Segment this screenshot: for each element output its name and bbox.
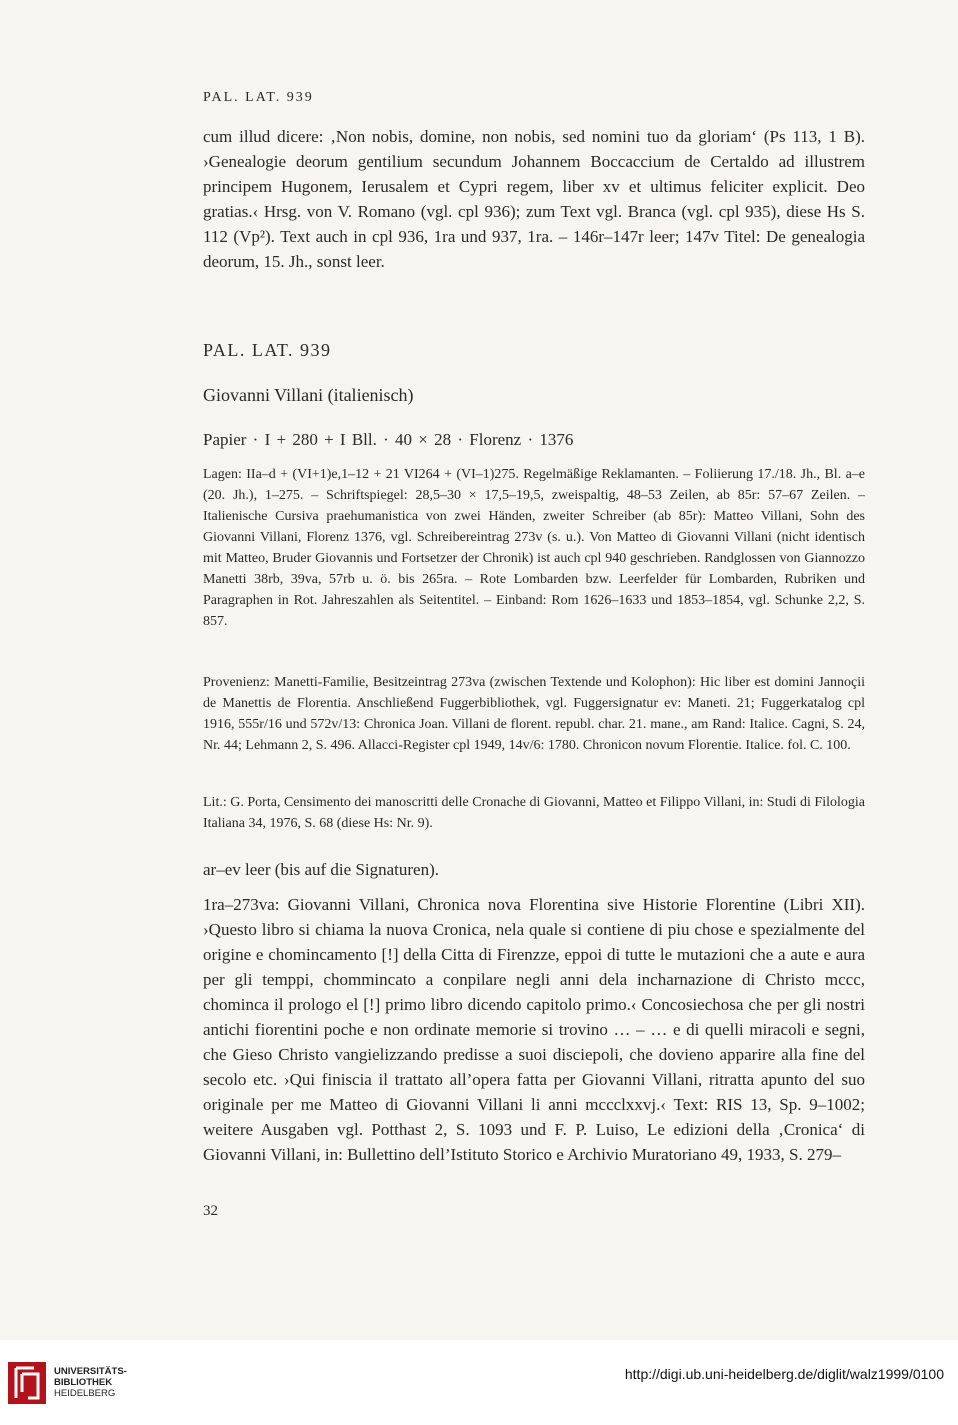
previous-entry-paragraph: cum illud dicere: ‚Non nobis, domine, non nobis, sed nomini tuo da gloriam‘ (Ps 113, 1 B). ›Genealogie deorum gentilium secundum Johannem Boccaccium de Certaldo ad illustrem principem Hugonem, Ierusalem et Cypri regem, liber xv et ultimus feliciter explicit. Deo gratias.‹ Hrsg. von V. Romano (vgl. cpl 936); zum Text vgl. Branca (vgl. cpl 935), diese Hs S. 112 (Vp²). Text auch in cpl 936, 1ra und 937, 1ra. – 146r–147r leer; 147v Titel: De genealogia deorum, 15. Jh., sonst leer. (203, 127, 865, 271)
lagen-paragraph: Lagen: IIa–d + (VI+1)e,1–12 + 21 VI264 + (VI–1)275. Regelmäßige Reklamanten. – Foliierung 17./18. Jh., Bl. a–e (20. Jh.), 1–275. – Schriftspiegel: 28,5–30 × 17,5–19,5, zweispaltig, 48–53 Zeilen, ab 85r: 57–67 Zeilen. – Italienische Cursiva praehumanistica von zwei Händen, zweiter Schreiber (ab 85r): Matteo Villani, Sohn des Giovanni Villani, Florenz 1376, vgl. Schreibereintrag 273v (s. u.). Von Matteo di Giovanni Villani (nicht identisch mit Matteo, Bruder Giovannis und Fortsetzer der Chronik) ist auch cpl 940 geschrieben. Randglossen von Giannozzo Manetti 38rb, 39va, 57rb u. ö. bis 265ra. – Rote Lombarden bzw. Leerfelder für Lombarden, Rubriken und Paragraphen in Rot. Jahreszahlen als Seitentitel. – Einband: Rom 1626–1633 und 1853–1854, vgl. Schunke 2,2, S. 857. (203, 467, 865, 629)
library-name-line2: BIBLIOTHEK (54, 1377, 113, 1388)
library-name-line3: HEIDELBERG (54, 1388, 116, 1399)
permalink-url[interactable]: http://digi.ub.uni-heidelberg.de/diglit/walz1999/0100 (624, 1366, 944, 1382)
physical-description: Papier · I + 280 + I Bll. · 40 × 28 · Florenz · 1376 (203, 430, 574, 449)
ub-heidelberg-logo-icon (8, 1362, 46, 1404)
entry-title: Giovanni Villani (italienisch) (203, 385, 414, 405)
contents-paragraph: 1ra–273va: Giovanni Villani, Chronica nova Florentina sive Historie Florentine (Libri XII). ›Questo libro si chiama la nuova Cronica, nela quale si contiene di piu chose e spezialmente del origine e chomincamento [!] della Citta di Firenzze, eppoi di tutte le mutazioni che a aute e aura per gli temppi, chommincato a conpilare negli anni dela incharnazione di Christo mccc, chominca il prologo el [!] primo libro dicendo capitolo primo.‹ Concosiechosa che per gli nostri antichi fiorentini poche e non ordinate memorie si trovino … – … e di quelli miracoli e segni, che Gieso Christo vangielizzando predisse a suoi disciepoli, che dovieno apparire alla fine del secolo etc. ›Qui finiscia il trattato all’opera fatta per Giovanni Villani, ritratta apunto del suo originale per me Matteo di Giovanni Villani li anni mccclxxvj.‹ Text: RIS 13, Sp. 9–1002; weitere Ausgaben vgl. Potthast 2, S. 1093 und F. P. Luiso, Le edizioni della ‚Cronica‘ di Giovanni Villani, in: Bullettino dell’Istituto Storico e Archivio Muratoriano 49, 1933, S. 279– (203, 895, 865, 1164)
blank-leaves-note: ar–ev leer (bis auf die Signaturen). (203, 860, 440, 879)
library-name-line1: UNIVERSITÄTS- (54, 1366, 127, 1377)
library-name (54, 1366, 127, 1399)
running-head: PAL. LAT. 939 (203, 90, 314, 105)
shelfmark-heading: PAL. LAT. 939 (203, 340, 332, 360)
footer-bar (0, 1340, 958, 1425)
provenienz-paragraph: Provenienz: Manetti-Familie, Besitzeintrag 273va (zwischen Textende und Kolophon): Hic liber est domini Jannoçii de Manettis de Florentia. Anschließend Fuggerbibliothek, vgl. Fuggersignatur ev: Maneti. 21; Fuggerkatalog cpl 1916, 555r/16 und 572v/13: Chronica Joan. Villani de florent. republ. char. 21. mane., am Rand: Italice. Cagni, S. 24, Nr. 44; Lehmann 2, S. 496. Allacci-Register cpl 1949, 14v/6: 1780. Chronicon novum Florentie. Italice. fol. C. 100. (203, 675, 865, 753)
page-number: 32 (203, 1203, 218, 1219)
literature-paragraph: Lit.: G. Porta, Censimento dei manoscritti delle Cronache di Giovanni, Matteo et Filippo Villani, in: Studi di Filologia Italiana 34, 1976, S. 68 (diese Hs: Nr. 9). (203, 795, 865, 831)
